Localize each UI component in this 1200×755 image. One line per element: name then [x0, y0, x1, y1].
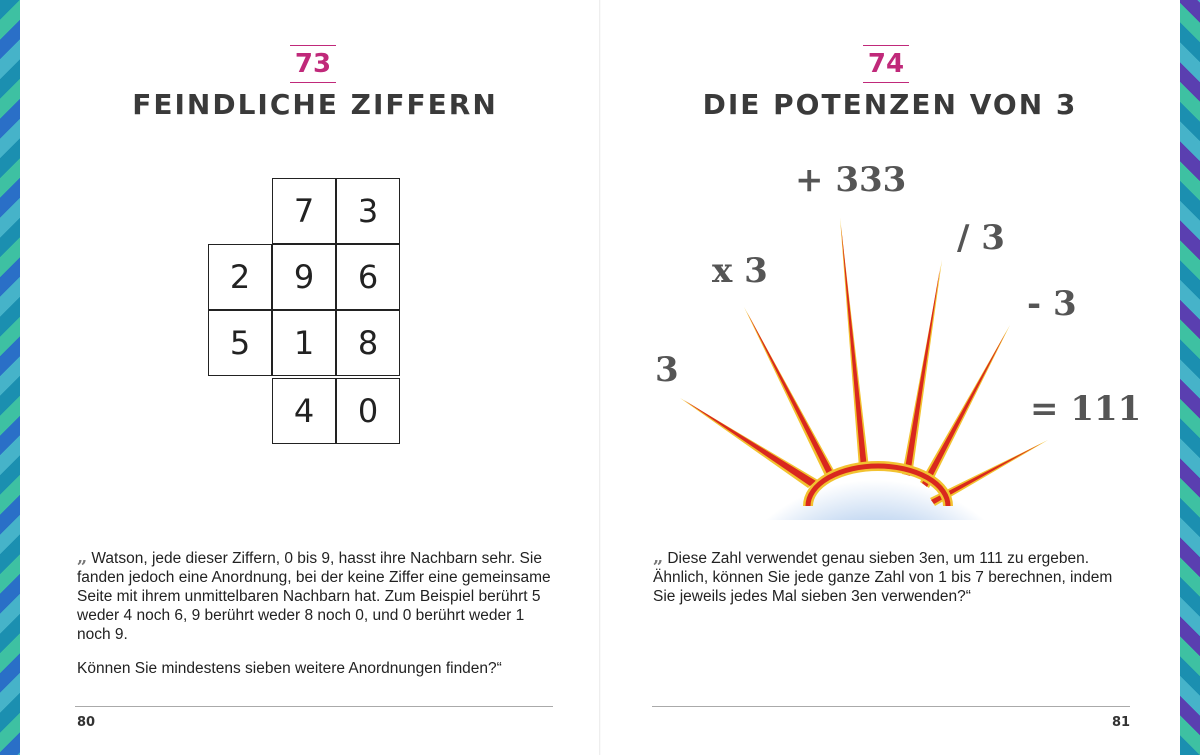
grid-cell: 3 [336, 178, 400, 244]
grid-cell: 2 [208, 244, 272, 310]
footer-rule-left [75, 706, 553, 707]
left-paragraph-1 [77, 548, 553, 644]
puzzle-title-left: FEINDLICHE ZIFFERN [132, 88, 498, 121]
sunburst-illustration [640, 200, 1070, 520]
open-quote-icon: „ [77, 547, 88, 568]
grid-cell: 5 [208, 310, 272, 376]
left-paragraph-2: Können Sie mindestens sieben weitere Anordnungen finden?“ [77, 660, 502, 677]
grid-cell: 7 [272, 178, 336, 244]
book-spine [599, 0, 601, 755]
grid-cell: 6 [336, 244, 400, 310]
page-number-left: 80 [77, 715, 96, 730]
right-paragraph-1-text: Diese Zahl verwendet genau sieben 3en, um 111 zu ergeben. Ähnlich, können Sie jede ganze Zahl von 1 bis 7 berechnen, indem Sie jeweils jedes Mal sieben 3en verwenden?“ [653, 550, 1113, 605]
decorative-edge-left [0, 0, 20, 755]
grid-cell: 4 [272, 378, 336, 444]
operation-plus: + 333 [795, 160, 907, 200]
footer-rule-right [652, 706, 1130, 707]
right-paragraph-1 [653, 548, 1125, 606]
puzzle-number-73: 73 [290, 45, 336, 83]
open-quote-icon: „ [653, 547, 664, 568]
decorative-edge-right [1180, 0, 1200, 755]
puzzle-number-74: 74 [863, 45, 909, 83]
operation-divide: / 3 [957, 218, 1005, 258]
puzzle-title-right: DIE POTENZEN VON 3 [702, 88, 1078, 121]
operation-minus: - 3 [1027, 284, 1077, 324]
grid-cell: 1 [272, 310, 336, 376]
grid-cell: 0 [336, 378, 400, 444]
operation-times: x 3 [712, 251, 768, 291]
left-paragraph-1-text: Watson, jede dieser Ziffern, 0 bis 9, hasst ihre Nachbarn sehr. Sie fanden jedoch eine Anordnung, bei der keine Ziffer eine gemeinsame Seite mit ihrem unmittelbaren Nachbarn hat. Zum Beispiel berührt 5 weder 4 noch 6, 9 berührt weder 8 noch 0, und 0 berührt weder 1 noch 9. [77, 550, 551, 643]
grid-cell: 9 [272, 244, 336, 310]
operation-start: 3 [655, 350, 679, 390]
page-number-right: 81 [1112, 715, 1131, 730]
grid-cell: 8 [336, 310, 400, 376]
operation-equals: = 111 [1030, 389, 1142, 429]
